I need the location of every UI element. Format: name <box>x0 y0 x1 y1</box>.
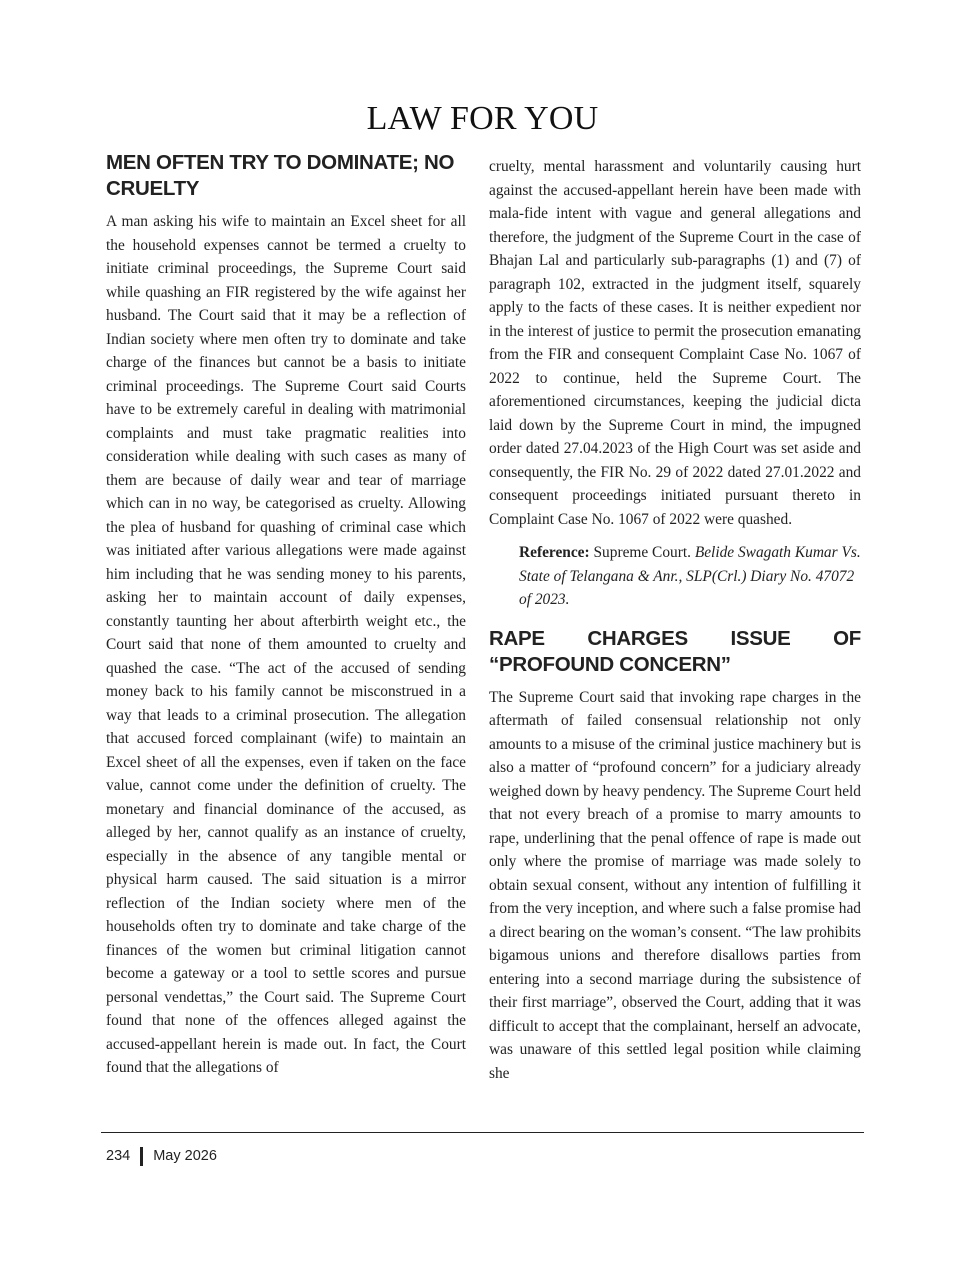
right-column <box>489 155 861 1085</box>
reference-citation: Belide Swagath Kumar Vs. State of Telangana & Anr., SLP(Crl.) Diary No. 47072 of 2023. <box>519 544 861 608</box>
reference-label: Reference: <box>519 544 590 561</box>
issue-date: May 2026 <box>153 1148 217 1164</box>
article-1-body: A man asking his wife to maintain an Excel sheet for all the household expenses cannot be termed a cruelty to initiate criminal proceedings, the Supreme Court said while quashing an FIR registered by the wife against her husband. The Court said that it may be a reflection of Indian society where men often try to dominate and take charge of the finances but cannot be a basis to initiate criminal proceedings. The Supreme Court said Courts have to be extremely careful in dealing with matrimonial complaints and must take pragmatic realities into consideration while dealing with such cases as many of them are because of daily wear and tear of marriage which can in no way, be categorised as cruelty. Allowing the plea of husband for quashing of criminal case which was initiated after various allegations were made against him including that he was sending money to his parents, asking her to maintain account of daily expenses, constantly taunting her about afterbirth weight etc., the Court said that none of them amounted to cruelty and quashed the case. “The act of the accused of sending money back to his family cannot be misconstrued in a way that leads to a criminal prosecution. The allegation that accused forced complainant (wife) to maintain an Excel sheet of all the expenses, even if taken on the face value, cannot come under the definition of cruelty. The monetary and financial dominance of the accused, as alleged by her, cannot qualify as an instance of cruelty, especially in the absence of any tangible mental or physical harm caused. The said situation is a mirror reflection of the Indian society where men of the households often try to dominate and take charge of the finances of the women but criminal litigation cannot become a gateway or a tool to settle scores and pursue personal vendettas,” the Court said. The Supreme Court found that none of the offences alleged against the accused-appellant herein is made out. In fact, the Court found that the allegations of <box>106 213 466 1076</box>
reference <box>519 541 861 612</box>
reference-court: Supreme Court. <box>593 544 691 561</box>
footer-rule <box>101 1132 864 1133</box>
article-1-headline: MEN OFTEN TRY TO DOMINATE; NO CRUELTY <box>106 151 455 200</box>
masthead: LAW FOR YOU <box>366 100 599 137</box>
article-2-body: The Supreme Court said that invoking rape charges in the aftermath of failed consensual relationship not only amounts to a misuse of the criminal justice machinery but is also a matter of “profound concern” for a judiciary already weighed down by heavy pendency. The Supreme Court held that not every breach of a promise to marry amounts to rape, underlining that the penal offence of rape is made out only where the promise of marriage was made solely to obtain sexual consent, without any intention of fulfilling it from the very inception, and where such a false promise had a direct bearing on the woman’s consent. “The law prohibits bigamous unions and therefore disallows parties from entering into a second marriage during the subsistence of their first marriage”, observed the Court, adding that it was difficult to accept that the complainant, herself an advocate, was unaware of this settled legal position while claiming she <box>489 688 861 1082</box>
left-column <box>106 150 466 1080</box>
article-2-headline: RAPE CHARGES ISSUE OF “PROFOUND CONCERN” <box>489 626 861 676</box>
footer <box>106 1146 217 1166</box>
footer-divider <box>140 1147 143 1166</box>
article-1-body-continued: cruelty, mental harassment and voluntarily causing hurt against the accused-appellant herein have been made with mala-fide intent with vague and general allegations and therefore, the judgment of the Supreme Court in the case of Bhajan Lal and particularly sub-paragraphs (1) and (7) of paragraph 102, extracted in the judgment itself, squarely apply to the facts of these cases. It is neither expedient nor in the interest of justice to permit the prosecution emanating from the FIR and consequent Complaint Case No. 1067 of 2022 to continue, held the Supreme Court. The aforementioned circumstances, keeping the judicial dicta laid down by the Supreme Court in mind, the impugned order dated 27.04.2023 of the High Court was set aside and consequently, the FIR No. 29 of 2022 dated 27.01.2022 and consequent proceedings initiated pursuant thereto in Complaint Case No. 1067 of 2022 were quashed. <box>489 158 861 528</box>
page-number: 234 <box>106 1148 131 1164</box>
